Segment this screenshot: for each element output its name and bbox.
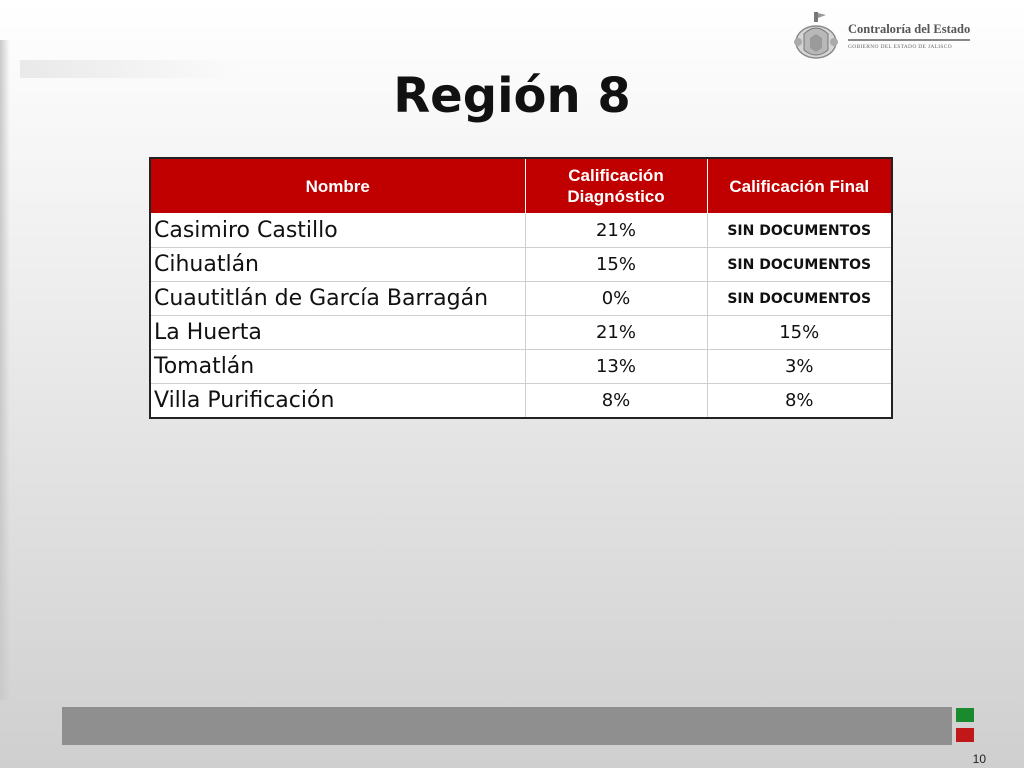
diagnostico-value: 0% [525, 282, 707, 316]
final-value: SIN DOCUMENTOS [707, 248, 892, 282]
final-value: SIN DOCUMENTOS [707, 214, 892, 248]
municipio-name: Casimiro Castillo [150, 214, 525, 248]
column-header-final: Calificación Final [707, 158, 892, 214]
table-header-row [150, 158, 892, 214]
final-value: 15% [707, 316, 892, 350]
table-row [150, 316, 892, 350]
contraloria-logo [790, 8, 986, 64]
table-row [150, 248, 892, 282]
column-header-nombre: Nombre [150, 158, 525, 214]
diagnostico-value: 21% [525, 214, 707, 248]
region-scores-table [149, 157, 893, 419]
footer-color-squares [956, 708, 974, 748]
table-row [150, 350, 892, 384]
diagnostico-value: 8% [525, 384, 707, 419]
final-value: SIN DOCUMENTOS [707, 282, 892, 316]
page-title: Región 8 [393, 68, 631, 124]
diagnostico-value: 21% [525, 316, 707, 350]
municipio-name: Cuautitlán de García Barragán [150, 282, 525, 316]
table-row [150, 214, 892, 248]
table-row [150, 282, 892, 316]
diagnostico-value: 15% [525, 248, 707, 282]
slide-left-edge [0, 40, 10, 700]
page-number: 10 [972, 752, 986, 766]
logo-subtitle: GOBIERNO DEL ESTADO DE JALISCO [848, 44, 952, 50]
diagnostico-value: 13% [525, 350, 707, 384]
municipio-name: Cihuatlán [150, 248, 525, 282]
state-seal-icon [790, 10, 842, 62]
municipio-name: Villa Purificación [150, 384, 525, 419]
green-square-icon [956, 708, 974, 722]
municipio-name: La Huerta [150, 316, 525, 350]
logo-name: Contraloría del Estado [848, 22, 970, 41]
footer-bar [62, 707, 952, 745]
final-value: 8% [707, 384, 892, 419]
table-row [150, 384, 892, 419]
red-square-icon [956, 728, 974, 742]
municipio-name: Tomatlán [150, 350, 525, 384]
column-header-diagnostico: Calificación Diagnóstico [525, 158, 707, 214]
final-value: 3% [707, 350, 892, 384]
